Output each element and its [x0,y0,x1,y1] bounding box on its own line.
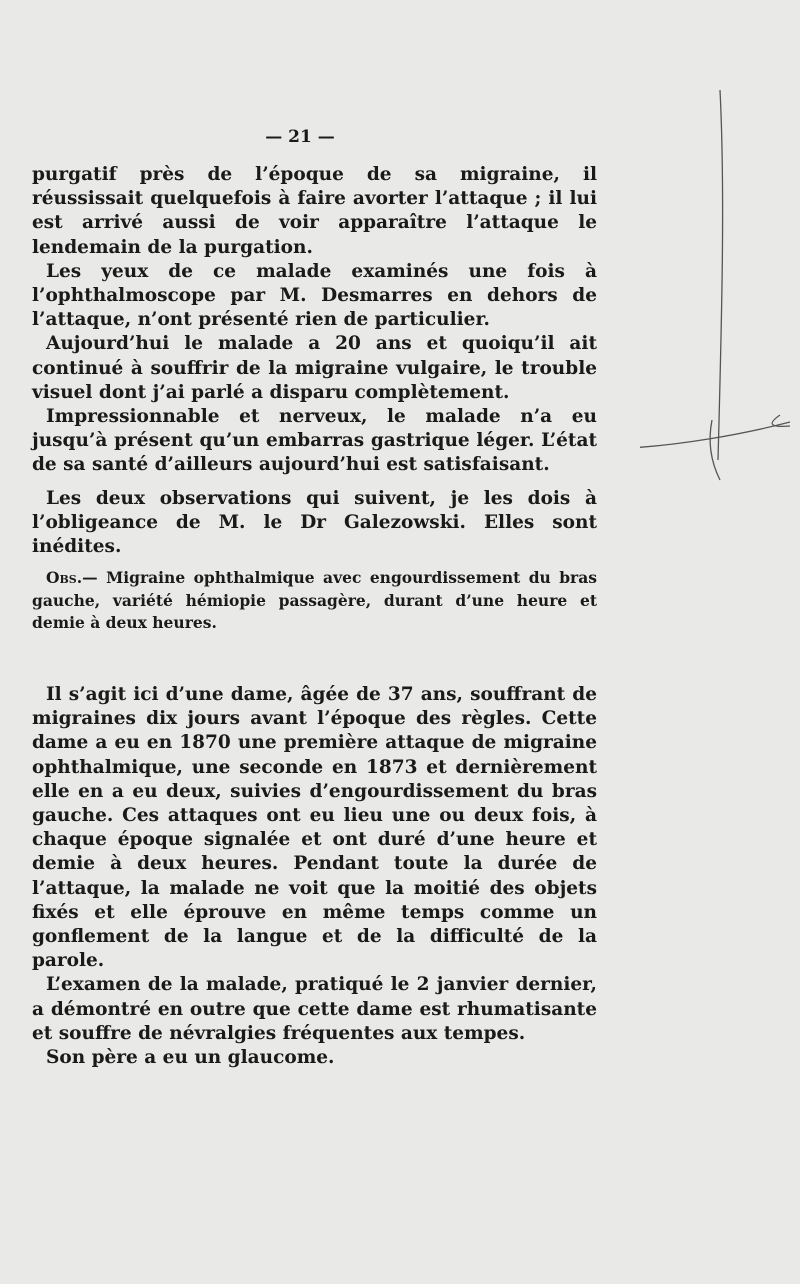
observation-title: Migraine ophthalmique avec engourdissement du bras gauche, variété hémiopie passagère, durant d’une heure et demie à deux heures. [32,568,597,632]
paragraph-examen: L’examen de la malade, pratiqué le 2 janvier dernier, a démontré en outre que cette dame est rhumatisante et souffre de névralgies fréquentes aux tempes. [32,974,597,1044]
bottom-text-block [32,683,597,1070]
observation-label: Obs.— [46,568,98,587]
paragraph-glaucome: Son père a eu un glaucome. [46,1047,335,1069]
paragraph-aujourdhui: Aujourd’hui le malade a 20 ans et quoiqu’il ait continué à souffrir de la migraine vulgaire, le trouble visuel dont j’ai parlé a disparu complètement. [32,333,597,403]
intro-text-block [32,487,597,560]
page-number: — 21 — [265,127,335,147]
paragraph-purgatif: purgatif près de l’époque de sa migraine, il réussissait quelquefois à faire avorter l’attaque ; il lui est arrivé aussi de voir apparaître l’attaque le lendemain de la purgation. [32,164,597,258]
paragraph-ophthalmoscope: Les yeux de ce malade examinés une fois à l’ophthalmoscope par M. Desmarres en dehors de l’attaque, n’ont présenté rien de particulier. [32,260,597,331]
paragraph-impressionnable: Impressionnable et nerveux, le malade n’a eu jusqu’à présent qu’un embarras gastrique léger. L’état de sa santé d’ailleurs aujourd’hui est satisfaisant. [32,406,597,476]
observation-heading [32,567,597,635]
paragraph-intro-observations: Les deux observations qui suivent, je les dois à l’obligeance de M. le Dr Galezowski. Elles sont inédites. [32,488,597,558]
paragraph-case-description: Il s’agit ici d’une dame, âgée de 37 ans, souffrant de migraines dix jours avant l’époque des règles. Cette dame a eu en 1870 une première attaque de migraine ophthalmique, une seconde en 1873 et dernièrement elle en a eu deux, suivies d’engourdissement du bras gauche. Ces attaques ont eu lieu une ou deux fois, à chaque époque signalée et ont duré d’une heure et demie à deux heures. Pendant toute la durée de l’attaque, la malade ne voit que la moitié des objets fixés et elle éprouve en même temps comme un gonflement de la langue et de la difficulté de la parole. [32,684,597,972]
pencil-cross-mark-icon [640,70,800,510]
top-text-block [32,163,597,478]
